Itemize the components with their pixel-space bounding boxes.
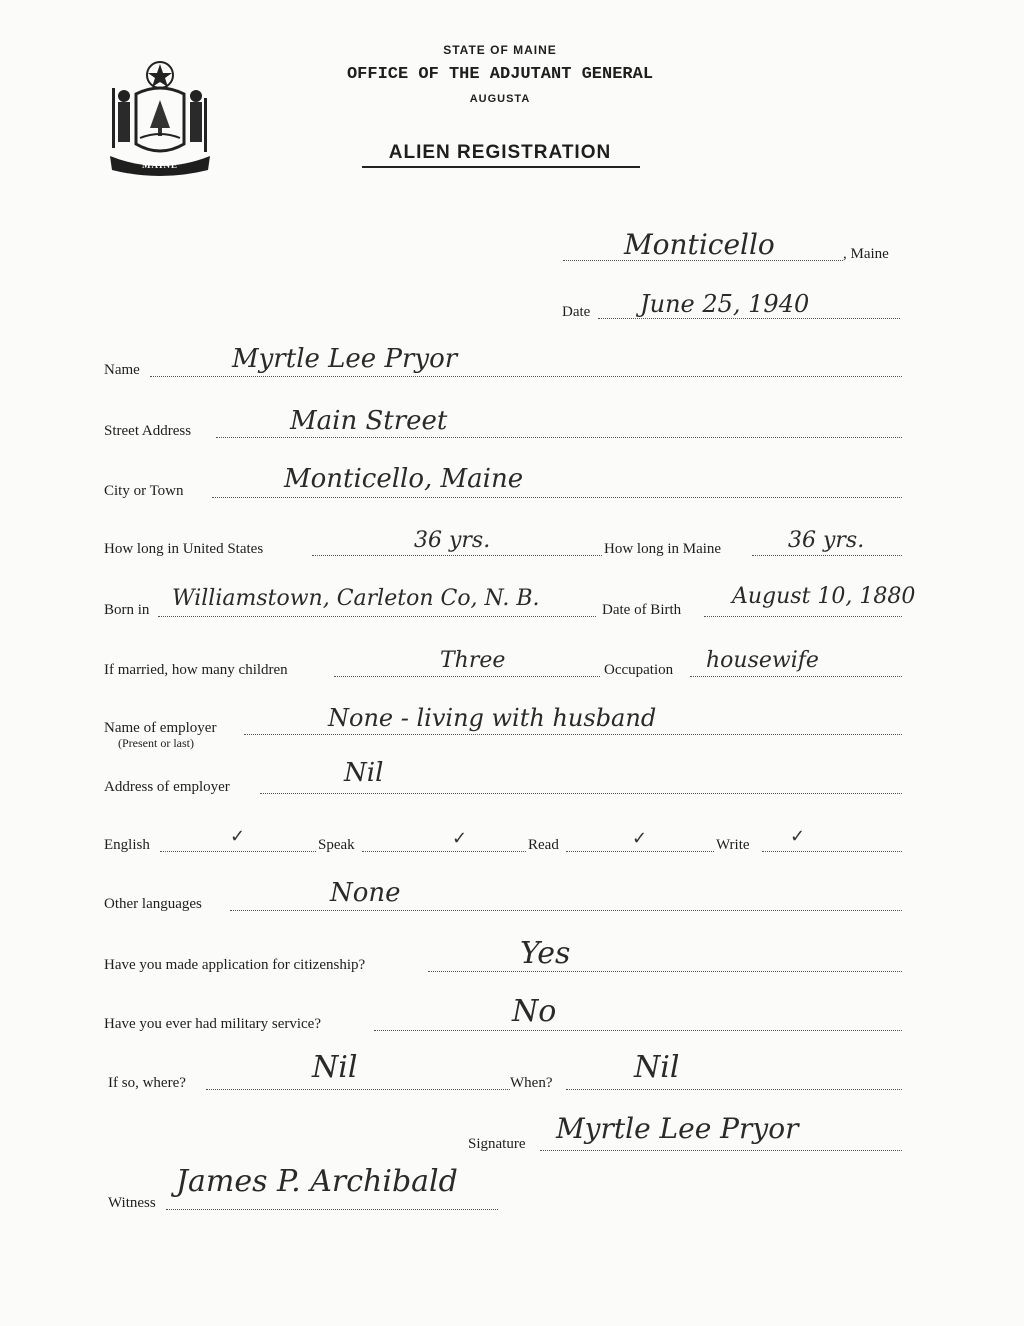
title-underline (362, 166, 640, 168)
city-heading: AUGUSTA (469, 93, 531, 105)
when-value: Nil (634, 1050, 680, 1085)
date-label: Date (562, 304, 591, 320)
street-label: Street Address (104, 423, 192, 439)
witness-line (166, 1209, 498, 1210)
where-value: Nil (312, 1050, 358, 1085)
state-heading: STATE OF MAINE (443, 43, 557, 57)
employer-line (244, 734, 902, 735)
children-value: Three (440, 648, 506, 673)
form-title: ALIEN REGISTRATION (388, 142, 612, 163)
street-line (216, 437, 902, 438)
office-heading: OFFICE OF THE ADJUTANT GENERAL (346, 65, 654, 84)
name-line (150, 376, 902, 377)
name-value: Myrtle Lee Pryor (232, 344, 458, 374)
write-label: Write (716, 837, 750, 853)
born-in-value: Williamstown, Carleton Co, N. B. (172, 586, 540, 611)
born-in-label: Born in (104, 602, 150, 618)
dob-line (704, 616, 902, 617)
town-value: Monticello (624, 228, 775, 261)
witness-label: Witness (108, 1195, 156, 1211)
citizenship-value: Yes (520, 936, 571, 971)
signature-line (540, 1150, 902, 1151)
write-check: ✓ (790, 826, 806, 847)
citizenship-line (428, 971, 902, 972)
seal-text: MAINE (142, 160, 178, 170)
citizenship-label: Have you made application for citizenship? (104, 957, 366, 973)
employer-address-label: Address of employer (104, 779, 230, 795)
occupation-label: Occupation (604, 662, 674, 678)
signature-value: Myrtle Lee Pryor (556, 1112, 799, 1145)
signature-label: Signature (468, 1136, 526, 1152)
military-label: Have you ever had military service? (104, 1016, 321, 1032)
name-label: Name (104, 362, 140, 378)
occupation-value: housewife (706, 648, 819, 673)
how-long-us-label: How long in United States (104, 541, 264, 557)
maine-label: , Maine (843, 246, 889, 262)
how-long-maine-value: 36 yrs. (788, 528, 865, 553)
where-label: If so, where? (108, 1075, 186, 1091)
when-label: When? (510, 1075, 553, 1091)
where-line (206, 1089, 510, 1090)
how-long-maine-line (752, 555, 902, 556)
read-check: ✓ (632, 828, 648, 849)
city-label: City or Town (104, 483, 184, 499)
date-line (598, 318, 900, 319)
other-languages-label: Other languages (104, 896, 202, 912)
english-line (160, 851, 316, 852)
dob-value: August 10, 1880 (732, 584, 916, 609)
street-value: Main Street (290, 406, 448, 436)
speak-label: Speak (318, 837, 355, 853)
employer-address-value: Nil (344, 758, 384, 788)
dob-label: Date of Birth (602, 602, 682, 618)
speak-check: ✓ (452, 828, 468, 849)
english-check: ✓ (230, 826, 246, 847)
how-long-us-value: 36 yrs. (414, 528, 491, 553)
speak-line (362, 851, 526, 852)
city-value: Monticello, Maine (284, 464, 524, 494)
employer-value: None - living with husband (328, 704, 657, 732)
how-long-maine-label: How long in Maine (604, 541, 722, 557)
employer-address-line (260, 793, 902, 794)
military-value: No (512, 994, 557, 1029)
city-line (212, 497, 902, 498)
how-long-us-line (312, 555, 602, 556)
read-label: Read (528, 837, 559, 853)
date-value: June 25, 1940 (640, 290, 810, 318)
employer-note: (Present or last) (118, 736, 194, 750)
other-languages-value: None (330, 878, 401, 908)
when-line (566, 1089, 902, 1090)
witness-value: James P. Archibald (176, 1164, 458, 1199)
english-label: English (104, 837, 150, 853)
children-label: If married, how many children (104, 662, 288, 678)
military-line (374, 1030, 902, 1031)
born-in-line (158, 616, 596, 617)
employer-label: Name of employer (104, 720, 217, 736)
children-line (334, 676, 600, 677)
other-languages-line (230, 910, 902, 911)
occupation-line (690, 676, 902, 677)
write-line (762, 851, 902, 852)
read-line (566, 851, 714, 852)
